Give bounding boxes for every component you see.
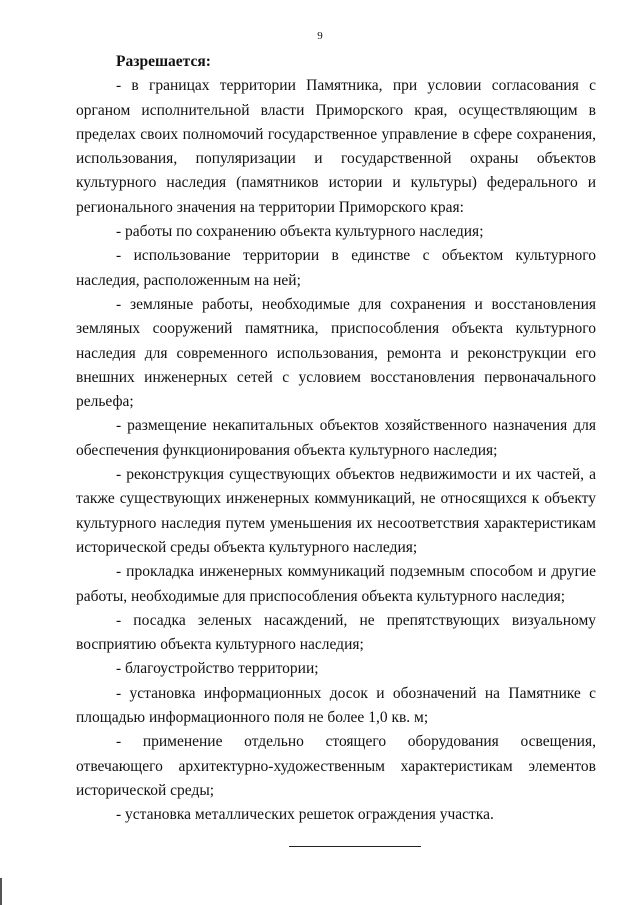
scan-edge-mark <box>0 878 2 905</box>
list-item: - земляные работы, необходимые для сохранения и восстановления земляных сооружений памятника, приспособления объекта культурного наследия для современного использования, ремонта и реконструкции его внешних инженерных сетей с условием восстановления первоначального рельефа; <box>76 295 596 411</box>
list-item: - работы по сохранению объекта культурного наследия; <box>116 223 484 241</box>
list-item: - прокладка инженерных коммуникаций подземным способом и другие работы, необходимые для приспособления объекта культурного наследия; <box>76 563 596 605</box>
list-item: - применение отдельно стоящего оборудования освещения, отвечающего архитектурно-художественным характеристикам элементов исторической среды; <box>76 733 596 799</box>
page-number: 9 <box>317 30 323 42</box>
list-item: - посадка зеленых насаждений, не препятствующих визуальному восприятию объекта культурного наследия; <box>76 611 596 654</box>
list-item: - благоустройство территории; <box>116 660 319 678</box>
list-item: - в границах территории Памятника, при условии согласования с органом исполнительной власти Приморского края, осуществляющим в пределах своих полномочий государственное управление в сфере сохранения, использования, популяризации и государственной охраны объектов культурного наследия (памятников истории и культуры) федерального и регионального значения на территории Приморского края: <box>76 77 596 216</box>
list-item: - установка информационных досок и обозначений на Памятнике с площадью информационного поля не более 1,0 кв. м; <box>76 684 596 727</box>
section-heading: Разрешается: <box>116 53 211 70</box>
list-item: - реконструкция существующих объектов недвижимости и их частей, а также существующих инженерных коммуникаций, не относящихся к объекту культурного наследия путем уменьшения их несоответствия характеристикам исторической среды объекта культурного наследия; <box>76 466 596 556</box>
end-of-text-rule <box>289 846 421 847</box>
list-item: - размещение некапитальных объектов хозяйственного назначения для обеспечения функционирования объекта культурного наследия; <box>76 417 596 459</box>
list-item: - установка металлических решеток ограждения участка. <box>116 806 494 824</box>
list-item: - использование территории в единстве с объектом культурного наследия, расположенным на ней; <box>76 247 596 289</box>
document-body <box>76 50 596 828</box>
